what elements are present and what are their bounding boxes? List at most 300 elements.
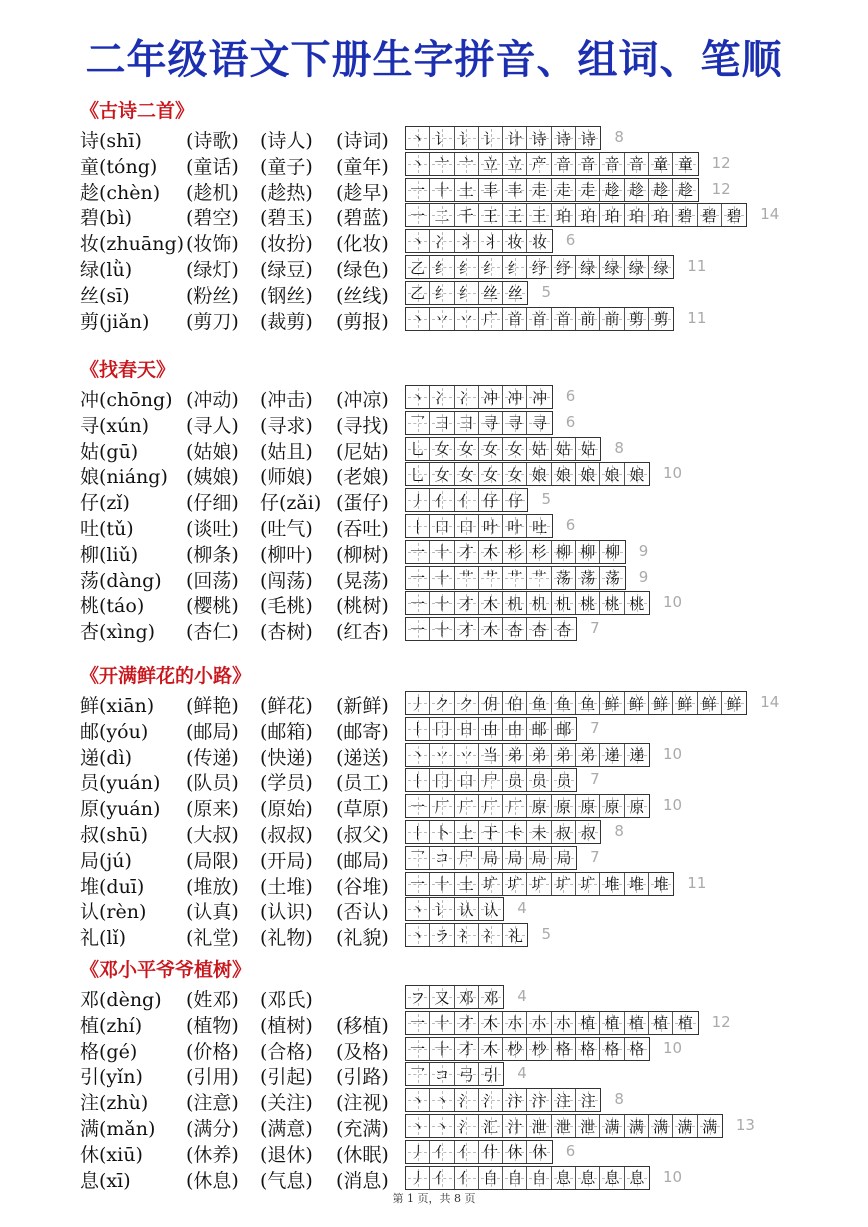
stroke-cell: 冂 <box>430 769 454 791</box>
stroke-cell: 圹 <box>576 873 600 895</box>
stroke-cell: 女 <box>479 438 503 460</box>
stroke-order-grid <box>405 229 553 253</box>
stroke-count: 9 <box>638 567 649 586</box>
stroke-cell: 妆 <box>527 230 551 252</box>
stroke-cell: 丷 <box>455 744 479 766</box>
word-group: (否认) <box>336 901 389 924</box>
stroke-cell: ラ <box>430 924 454 946</box>
stroke-cell: 丶 <box>406 308 430 330</box>
stroke-cell: 口 <box>430 515 454 537</box>
word-group: (姨娘) <box>186 466 239 489</box>
word-group: (冲动) <box>186 389 239 411</box>
stroke-order-grid <box>405 1037 650 1061</box>
stroke-cell: 音 <box>625 153 649 175</box>
stroke-cell: 圹 <box>479 873 503 895</box>
stroke-cell: 亻 <box>455 1141 479 1163</box>
character-pinyin: 吐(tǔ) <box>80 518 134 540</box>
stroke-cell: 立 <box>479 153 503 175</box>
word-group: (休息) <box>186 1169 239 1192</box>
stroke-cell: 一 <box>406 179 430 201</box>
stroke-cell: 冲 <box>503 386 527 408</box>
stroke-cell: 植 <box>673 1012 697 1034</box>
character-pinyin: 姑(gū) <box>80 440 139 463</box>
character-row <box>80 152 860 176</box>
stroke-count: 8 <box>614 1090 624 1109</box>
stroke-cell: 氵 <box>479 1089 503 1111</box>
character-pinyin: 息(xī) <box>80 1169 131 1192</box>
character-pinyin: 娘(niáng) <box>80 466 168 489</box>
stroke-cell: 首 <box>527 308 551 330</box>
stroke-cell: 仔 <box>503 489 527 511</box>
stroke-cell: 一 <box>406 873 430 895</box>
stroke-cell: 口 <box>455 769 479 791</box>
stroke-cell: 杏 <box>503 618 527 640</box>
word-group: (邮局) <box>186 720 239 743</box>
stroke-order-grid <box>405 1088 601 1112</box>
stroke-order-grid <box>405 923 528 947</box>
stroke-cell: 娘 <box>600 463 624 485</box>
stroke-cell: 冂 <box>430 718 454 740</box>
stroke-cell: 杪 <box>527 1038 551 1060</box>
stroke-cell: 杉 <box>527 541 551 563</box>
character-row <box>80 872 860 896</box>
word-group: (关注) <box>260 1092 313 1115</box>
stroke-cell: 计 <box>503 127 527 149</box>
stroke-order-grid <box>405 126 601 150</box>
stroke-cell: 堆 <box>625 873 649 895</box>
word-group: (剪刀) <box>186 310 239 333</box>
stroke-cell: 由 <box>479 718 503 740</box>
stroke-cell: 鲜 <box>722 692 746 714</box>
character-pinyin: 满(mǎn) <box>80 1118 156 1140</box>
stroke-count: 11 <box>687 308 707 327</box>
word-group: (冲击) <box>260 389 313 411</box>
word-group: (妆饰) <box>186 233 239 256</box>
stroke-cell: 自 <box>479 1167 503 1189</box>
stroke-cell: 桃 <box>600 592 624 614</box>
stroke-order-grid <box>405 768 577 792</box>
stroke-cell: 柳 <box>552 541 576 563</box>
stroke-cell: 一 <box>406 618 430 640</box>
stroke-cell: 千 <box>455 204 479 226</box>
stroke-cell: 丶 <box>406 153 430 175</box>
stroke-cell: 认 <box>455 898 479 920</box>
stroke-cell: 木 <box>479 1038 503 1060</box>
stroke-cell: 丶 <box>406 127 430 149</box>
stroke-cell: 未 <box>527 821 551 843</box>
stroke-count: 5 <box>541 490 552 509</box>
word-group: (诗词) <box>336 130 389 152</box>
stroke-cell: 杏 <box>527 618 551 640</box>
stroke-cell: 冲 <box>479 386 503 408</box>
word-group: (回荡) <box>186 569 239 592</box>
stroke-cell: 息 <box>576 1167 600 1189</box>
stroke-cell: 丶 <box>430 1089 454 1111</box>
stroke-cell: コ <box>430 847 454 869</box>
character-row <box>80 794 860 821</box>
character-row <box>80 1011 860 1035</box>
stroke-order-grid <box>405 540 626 564</box>
stroke-count: 4 <box>517 899 527 918</box>
word-group: (叔叔) <box>260 824 313 846</box>
word-group: (气息) <box>260 1169 313 1192</box>
stroke-cell: 息 <box>600 1167 624 1189</box>
stroke-cell: 于 <box>479 821 503 843</box>
word-group: (闯荡) <box>260 569 313 592</box>
stroke-order-grid <box>405 617 577 641</box>
character-pinyin: 碧(bì) <box>80 207 133 230</box>
stroke-order-grid <box>405 846 577 870</box>
stroke-cell: 伯 <box>503 692 527 714</box>
stroke-cell: 趁 <box>625 179 649 201</box>
section-heading: 《古诗二首》 <box>80 100 195 122</box>
stroke-cell: 圹 <box>552 873 576 895</box>
stroke-cell: 乚 <box>406 463 430 485</box>
stroke-order-grid <box>405 897 504 921</box>
stroke-count: 12 <box>711 179 731 198</box>
stroke-cell: 机 <box>527 592 551 614</box>
stroke-cell: 桃 <box>576 592 600 614</box>
character-pinyin: 叔(shū) <box>80 824 149 846</box>
stroke-count: 4 <box>517 1064 527 1083</box>
stroke-cell: 亠 <box>430 153 454 175</box>
character-row <box>80 178 860 202</box>
stroke-cell: 丶 <box>406 1089 430 1111</box>
word-group: (柳条) <box>186 543 239 566</box>
stroke-count: 7 <box>590 770 600 789</box>
stroke-cell: 十 <box>430 873 454 895</box>
stroke-cell: 满 <box>698 1115 722 1137</box>
stroke-cell: 亠 <box>455 153 479 175</box>
stroke-count: 7 <box>590 619 600 638</box>
stroke-cell: 乙 <box>406 256 430 278</box>
stroke-cell: 一 <box>406 541 430 563</box>
stroke-cell: 柳 <box>576 541 600 563</box>
stroke-cell: 原 <box>576 795 600 817</box>
word-group: (原始) <box>260 798 313 821</box>
stroke-cell: 音 <box>552 153 576 175</box>
character-row <box>80 385 860 409</box>
stroke-cell: 诗 <box>552 127 576 149</box>
stroke-cell: 走 <box>552 179 576 201</box>
stroke-cell: 诗 <box>576 127 600 149</box>
stroke-cell: 女 <box>479 463 503 485</box>
stroke-order-grid <box>405 591 650 615</box>
word-group: (柳树) <box>336 543 389 566</box>
word-group: (尼姑) <box>336 440 389 463</box>
stroke-order-grid <box>405 717 577 741</box>
stroke-cell: 什 <box>479 1141 503 1163</box>
section-heading: 《找春天》 <box>80 359 176 381</box>
word-group: (樱桃) <box>186 595 239 618</box>
word-group: (礼物) <box>260 927 313 950</box>
stroke-cell: 丿 <box>406 1167 430 1189</box>
stroke-cell: 桃 <box>625 592 649 614</box>
stroke-cell: 才 <box>455 1012 479 1034</box>
stroke-order-grid <box>405 1062 504 1086</box>
stroke-cell: 剪 <box>649 308 673 330</box>
stroke-order-grid <box>405 1140 553 1164</box>
word-group: (合格) <box>260 1040 313 1063</box>
stroke-cell: 机 <box>503 592 527 614</box>
stroke-cell: 女 <box>455 438 479 460</box>
character-pinyin: 局(jú) <box>80 849 132 872</box>
stroke-cell: 姑 <box>552 438 576 460</box>
stroke-cell: 注 <box>576 1089 600 1111</box>
stroke-cell: 丶 <box>406 744 430 766</box>
stroke-cell: 员 <box>527 769 551 791</box>
stroke-order-grid <box>405 281 528 305</box>
stroke-cell: 乛 <box>406 1063 430 1085</box>
stroke-cell: 鲜 <box>698 692 722 714</box>
stroke-cell: 丿 <box>406 1141 430 1163</box>
word-group: (消息) <box>336 1169 389 1192</box>
stroke-cell: 纟 <box>455 256 479 278</box>
stroke-cell: 趁 <box>673 179 697 201</box>
stroke-order-grid <box>405 307 674 331</box>
stroke-cell: ク <box>430 692 454 714</box>
stroke-order-grid <box>405 437 601 461</box>
stroke-cell: 满 <box>649 1115 673 1137</box>
word-group: (礼堂) <box>186 927 239 950</box>
character-row <box>80 540 860 564</box>
stroke-cell: 才 <box>455 1038 479 1060</box>
character-pinyin: 趁(chèn) <box>80 181 161 204</box>
stroke-order-grid <box>405 1166 650 1190</box>
stroke-cell: 十 <box>430 1038 454 1060</box>
word-group: (趁早) <box>336 181 389 204</box>
word-group: (鲜艳) <box>186 695 239 717</box>
stroke-cell: 丨 <box>406 769 430 791</box>
stroke-cell: 弟 <box>552 744 576 766</box>
word-group: (诗歌) <box>186 130 239 152</box>
character-row <box>80 1088 860 1115</box>
stroke-cell: 叔 <box>552 821 576 843</box>
character-row <box>80 1114 860 1138</box>
stroke-count: 12 <box>711 153 731 172</box>
word-group: (冲凉) <box>336 389 389 411</box>
stroke-cell: 寻 <box>503 412 527 434</box>
character-pinyin: 休(xiū) <box>80 1143 143 1166</box>
stroke-count: 6 <box>565 231 576 250</box>
stroke-cell: 递 <box>600 744 624 766</box>
stroke-cell: 绿 <box>625 256 649 278</box>
word-group: (吐气) <box>260 518 313 540</box>
stroke-count: 6 <box>565 412 576 431</box>
stroke-cell: 亻 <box>430 1141 454 1163</box>
character-row <box>80 229 860 256</box>
stroke-cell: 厂 <box>455 795 479 817</box>
stroke-cell: 鱼 <box>576 692 600 714</box>
stroke-cell: 原 <box>552 795 576 817</box>
stroke-cell: 冲 <box>527 386 551 408</box>
word-group: (丝线) <box>336 284 389 307</box>
stroke-cell: 鲜 <box>649 692 673 714</box>
character-pinyin: 绿(lǜ) <box>80 259 133 281</box>
stroke-order-grid <box>405 872 674 896</box>
stroke-cell: 上 <box>455 821 479 843</box>
stroke-cell: 彐 <box>430 412 454 434</box>
word-group: 仔(zǎi) <box>260 492 322 515</box>
stroke-cell: 十 <box>430 541 454 563</box>
stroke-cell: 局 <box>552 847 576 869</box>
stroke-count: 14 <box>760 205 780 224</box>
word-group: (红杏) <box>336 621 389 644</box>
stroke-cell: 首 <box>552 308 576 330</box>
stroke-cell: 局 <box>527 847 551 869</box>
word-group: (姓邓) <box>186 989 239 1011</box>
character-row <box>80 846 860 870</box>
character-pinyin: 认(rèn) <box>80 901 147 924</box>
word-group: (趁热) <box>260 181 313 204</box>
character-pinyin: 鲜(xiān) <box>80 695 155 717</box>
character-row <box>80 437 860 461</box>
word-group: (认识) <box>260 901 313 924</box>
stroke-cell: 女 <box>430 438 454 460</box>
stroke-cell: 丶 <box>406 386 430 408</box>
character-row <box>80 203 860 230</box>
character-pinyin: 剪(jiǎn) <box>80 310 150 333</box>
stroke-cell: 柳 <box>600 541 624 563</box>
character-pinyin: 冲(chōng) <box>80 389 173 411</box>
stroke-count: 10 <box>663 796 683 815</box>
word-group: (学员) <box>260 772 313 795</box>
stroke-cell: 寻 <box>527 412 551 434</box>
stroke-cell: 珀 <box>600 204 624 226</box>
stroke-cell: 植 <box>600 1012 624 1034</box>
character-pinyin: 邓(dèng) <box>80 989 162 1011</box>
section-heading: 《邓小平爷爷植树》 <box>80 959 252 981</box>
stroke-cell: 汴 <box>527 1089 551 1111</box>
stroke-order-grid <box>405 255 674 279</box>
stroke-cell: 丨 <box>406 718 430 740</box>
stroke-cell: 局 <box>479 847 503 869</box>
word-group: (原来) <box>186 798 239 821</box>
character-pinyin: 堆(duī) <box>80 875 145 898</box>
word-group: (毛桃) <box>260 595 313 618</box>
word-group: (注视) <box>336 1092 389 1115</box>
character-row <box>80 985 860 1009</box>
stroke-cell: 前 <box>576 308 600 330</box>
word-group: (谈吐) <box>186 518 239 540</box>
word-group: (碧空) <box>186 207 239 230</box>
character-pinyin: 注(zhù) <box>80 1092 149 1115</box>
stroke-cell: 纟 <box>430 256 454 278</box>
word-group: (满分) <box>186 1118 239 1140</box>
stroke-cell: 堆 <box>600 873 624 895</box>
stroke-cell: 原 <box>527 795 551 817</box>
stroke-cell: 弓 <box>455 1063 479 1085</box>
stroke-order-grid <box>405 385 553 409</box>
stroke-count: 10 <box>663 1038 683 1057</box>
word-group: (寻找) <box>336 414 389 437</box>
stroke-order-grid <box>405 566 626 590</box>
stroke-cell: 格 <box>552 1038 576 1060</box>
stroke-order-grid <box>405 794 650 818</box>
stroke-cell: 走 <box>576 179 600 201</box>
character-row <box>80 820 860 844</box>
word-group: (童话) <box>186 155 239 178</box>
stroke-cell: 十 <box>430 567 454 589</box>
stroke-cell: 认 <box>479 898 503 920</box>
stroke-cell: 讠 <box>455 127 479 149</box>
stroke-cell: 荡 <box>600 567 624 589</box>
character-row <box>80 411 860 435</box>
stroke-cell: 鱼 <box>552 692 576 714</box>
stroke-cell: 息 <box>552 1167 576 1189</box>
word-group: (剪报) <box>336 310 389 333</box>
word-group: (杏树) <box>260 621 313 644</box>
stroke-cell: 朩 <box>552 1012 576 1034</box>
word-group: (引路) <box>336 1066 389 1089</box>
word-group: (引用) <box>186 1066 239 1089</box>
character-pinyin: 童(tóng) <box>80 155 158 178</box>
stroke-cell: 珀 <box>625 204 649 226</box>
stroke-cell: 乛 <box>406 412 430 434</box>
word-group: (认真) <box>186 901 239 924</box>
stroke-cell: 引 <box>479 1063 503 1085</box>
stroke-cell: ク <box>455 692 479 714</box>
stroke-cell: 一 <box>406 1012 430 1034</box>
stroke-cell: 尸 <box>455 847 479 869</box>
stroke-cell: 童 <box>673 153 697 175</box>
word-group: (移植) <box>336 1014 389 1037</box>
stroke-cell: 原 <box>625 795 649 817</box>
character-pinyin: 格(gé) <box>80 1040 138 1063</box>
stroke-cell: 土 <box>455 179 479 201</box>
character-row <box>80 255 860 279</box>
word-group: (吞吐) <box>336 518 389 540</box>
word-group: (邮局) <box>336 849 389 872</box>
stroke-cell: 亻 <box>455 1167 479 1189</box>
stroke-cell: 邮 <box>527 718 551 740</box>
stroke-order-grid <box>405 985 504 1009</box>
word-group: (钢丝) <box>260 284 313 307</box>
stroke-cell: 纟 <box>430 282 454 304</box>
stroke-cell: 泄 <box>576 1115 600 1137</box>
word-group: (碧玉) <box>260 207 313 230</box>
stroke-cell: 又 <box>430 986 454 1008</box>
stroke-cell: 邮 <box>552 718 576 740</box>
character-pinyin: 原(yuán) <box>80 798 161 821</box>
stroke-cell: 圹 <box>503 873 527 895</box>
stroke-cell: 朩 <box>527 1012 551 1034</box>
word-group: (粉丝) <box>186 284 239 307</box>
stroke-cell: 员 <box>503 769 527 791</box>
stroke-cell: 鱼 <box>527 692 551 714</box>
character-pinyin: 诗(shī) <box>80 130 142 152</box>
word-group: (邓氏) <box>260 989 313 1011</box>
stroke-order-grid <box>405 462 650 486</box>
stroke-count: 10 <box>663 464 683 483</box>
character-pinyin: 妆(zhuāng) <box>80 233 185 256</box>
character-pinyin: 桃(táo) <box>80 595 145 618</box>
stroke-cell: 叶 <box>503 515 527 537</box>
stroke-order-grid <box>405 152 699 176</box>
stroke-cell: 娘 <box>527 463 551 485</box>
word-group: (老娘) <box>336 466 389 489</box>
stroke-cell: 泄 <box>527 1115 551 1137</box>
stroke-cell: 绿 <box>600 256 624 278</box>
stroke-cell: 息 <box>625 1167 649 1189</box>
stroke-order-grid <box>405 514 553 538</box>
word-group: (邮箱) <box>260 720 313 743</box>
stroke-order-grid <box>405 1011 699 1035</box>
stroke-cell: 丰 <box>479 179 503 201</box>
stroke-cell: 乙 <box>406 282 430 304</box>
stroke-cell: 绿 <box>576 256 600 278</box>
word-group: (童子) <box>260 155 313 178</box>
